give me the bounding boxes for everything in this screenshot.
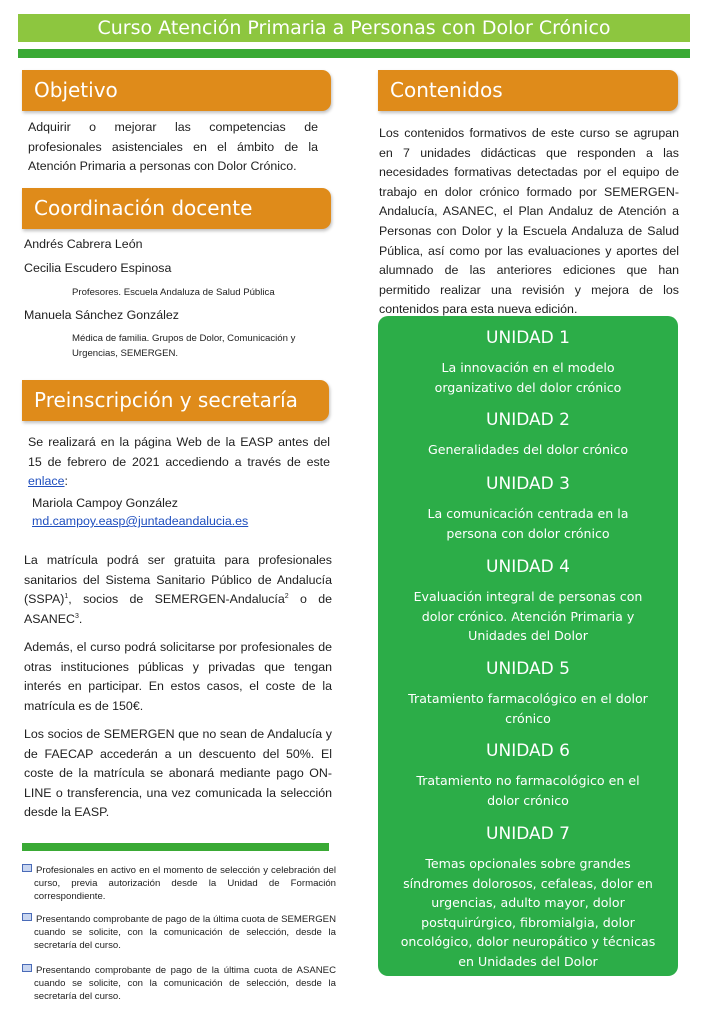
units-panel: [378, 316, 678, 976]
contact-name: Mariola Campoy González: [32, 496, 178, 510]
footnote-marker-icon: [22, 864, 32, 872]
coordinator-role: Médica de familia. Grupos de Dolor, Comunicación y Urgencias, SEMERGEN.: [72, 333, 296, 359]
preinscripcion-intro: [28, 433, 330, 492]
footnote: Presentando comprobante de pago de la última cuota de ASANEC cuando se solicite, con la comunicación de selección, desde la secretaría del curso.: [22, 964, 336, 1004]
unit-title: UNIDAD 1: [486, 328, 570, 348]
unit-title: UNIDAD 7: [486, 824, 570, 844]
title-underline: [18, 49, 690, 58]
intro-punct: :: [64, 474, 68, 489]
unit-description: Generalidades del dolor crónico: [427, 442, 629, 457]
unit-block: [378, 327, 678, 397]
contenidos-heading: Contenidos: [378, 70, 678, 111]
preinscripcion-heading: Preinscripción y secretaría: [22, 380, 329, 421]
unit-block: [378, 556, 678, 646]
coordinacion-heading: Coordinación docente: [22, 188, 331, 229]
unit-description: Tratamiento farmacológico en el dolor crónico: [408, 691, 648, 726]
footnote: Profesionales en activo en el momento de selección y celebración del curso, previa autorización desde la Unidad de Formación correspondiente.: [22, 864, 336, 904]
descuento-paragraph: Los socios de SEMERGEN que no sean de Andalucía y de FAECAP accederán a un descuento del 50%. El coste de la matrícula se abonará mediante pago ON-LINE o transferencia, una vez comunicada la selección desde la EASP.: [24, 727, 332, 820]
footnote-marker-icon: [22, 913, 32, 921]
footnote-marker-icon: [22, 964, 32, 972]
coordinator-name: Cecilia Escudero Espinosa: [24, 261, 172, 275]
coordinator-name: Andrés Cabrera León: [24, 237, 143, 251]
unit-description: Temas opcionales sobre grandes síndromes dolorosos, cefaleas, dolor en urgencias, adulto mayor, dolor postquirúrgico, fibromialgia, dolor oncológico, dolor neuropático y técnicas en Unidades del Dolor: [400, 856, 656, 969]
footnote-divider: [22, 843, 329, 851]
unit-description: La innovación en el modelo organizativo del dolor crónico: [434, 360, 622, 395]
matricula-paragraph: La matrícula podrá ser gratuita para profesionales sanitarios del Sistema Sanitario Público de Andalucía (SSPA)$^1$, socios de SEMERGEN-Andalucía$^2$ o de ASANEC$^3$.: [24, 553, 332, 626]
unit-block: [378, 473, 678, 543]
contact-email-link[interactable]: md.campoy.easp@juntadeandalucia.es: [32, 514, 249, 528]
unit-title: UNIDAD 4: [486, 557, 570, 577]
unit-block: [378, 658, 678, 728]
page-title: Curso Atención Primaria a Personas con Dolor Crónico: [18, 14, 690, 42]
unit-title: UNIDAD 6: [486, 741, 570, 761]
unit-title: UNIDAD 2: [486, 410, 570, 430]
unit-block: [378, 823, 678, 971]
coordinator-role: Profesores. Escuela Andaluza de Salud Pública: [72, 287, 275, 298]
intro-text: Se realizará en la página Web de la EASP antes del 15 de febrero de 2021 accediendo a través de este: [28, 435, 330, 469]
otras-instituciones-paragraph: Además, el curso podrá solicitarse por profesionales de otras instituciones públicas y privadas que tengan interés en participar. En estos casos, el coste de la matrícula es de 150€.: [24, 640, 332, 713]
unit-block: [378, 740, 678, 810]
unit-block: [378, 409, 678, 460]
unit-description: Tratamiento no farmacológico en el dolor crónico: [416, 773, 640, 808]
objetivo-text: Adquirir o mejorar las competencias de profesionales asistenciales en el ámbito de la Atención Primaria a personas con Dolor Crónico.: [28, 120, 318, 174]
unit-title: UNIDAD 5: [486, 659, 570, 679]
coordinator-name: Manuela Sánchez González: [24, 308, 179, 322]
footnote: Presentando comprobante de pago de la última cuota de SEMERGEN cuando se solicite, con la comunicación de selección, desde la secretaría del curso.: [22, 913, 336, 953]
enlace-link[interactable]: enlace: [28, 474, 65, 489]
unit-title: UNIDAD 3: [486, 474, 570, 494]
unit-description: Evaluación integral de personas con dolor crónico. Atención Primaria y Unidades del Dolor: [413, 589, 643, 643]
contenidos-text: Los contenidos formativos de este curso se agrupan en 7 unidades didácticas que responden a las necesidades formativas detectadas por el equipo de trabajo en dolor crónico formado por SEMERGEN-Andalucía, ASANEC, el Plan Andaluz de Atención a Personas con Dolor y la Escuela Andaluza de Salud Pública, así como por las evaluaciones y aportes del alumnado de las anteriores ediciones que han permitido realizar una revisión y mejora de los contenidos para esta nueva edición.: [379, 126, 679, 317]
unit-description: La comunicación centrada en la persona con dolor crónico: [427, 506, 629, 541]
objetivo-heading: Objetivo: [22, 70, 331, 111]
